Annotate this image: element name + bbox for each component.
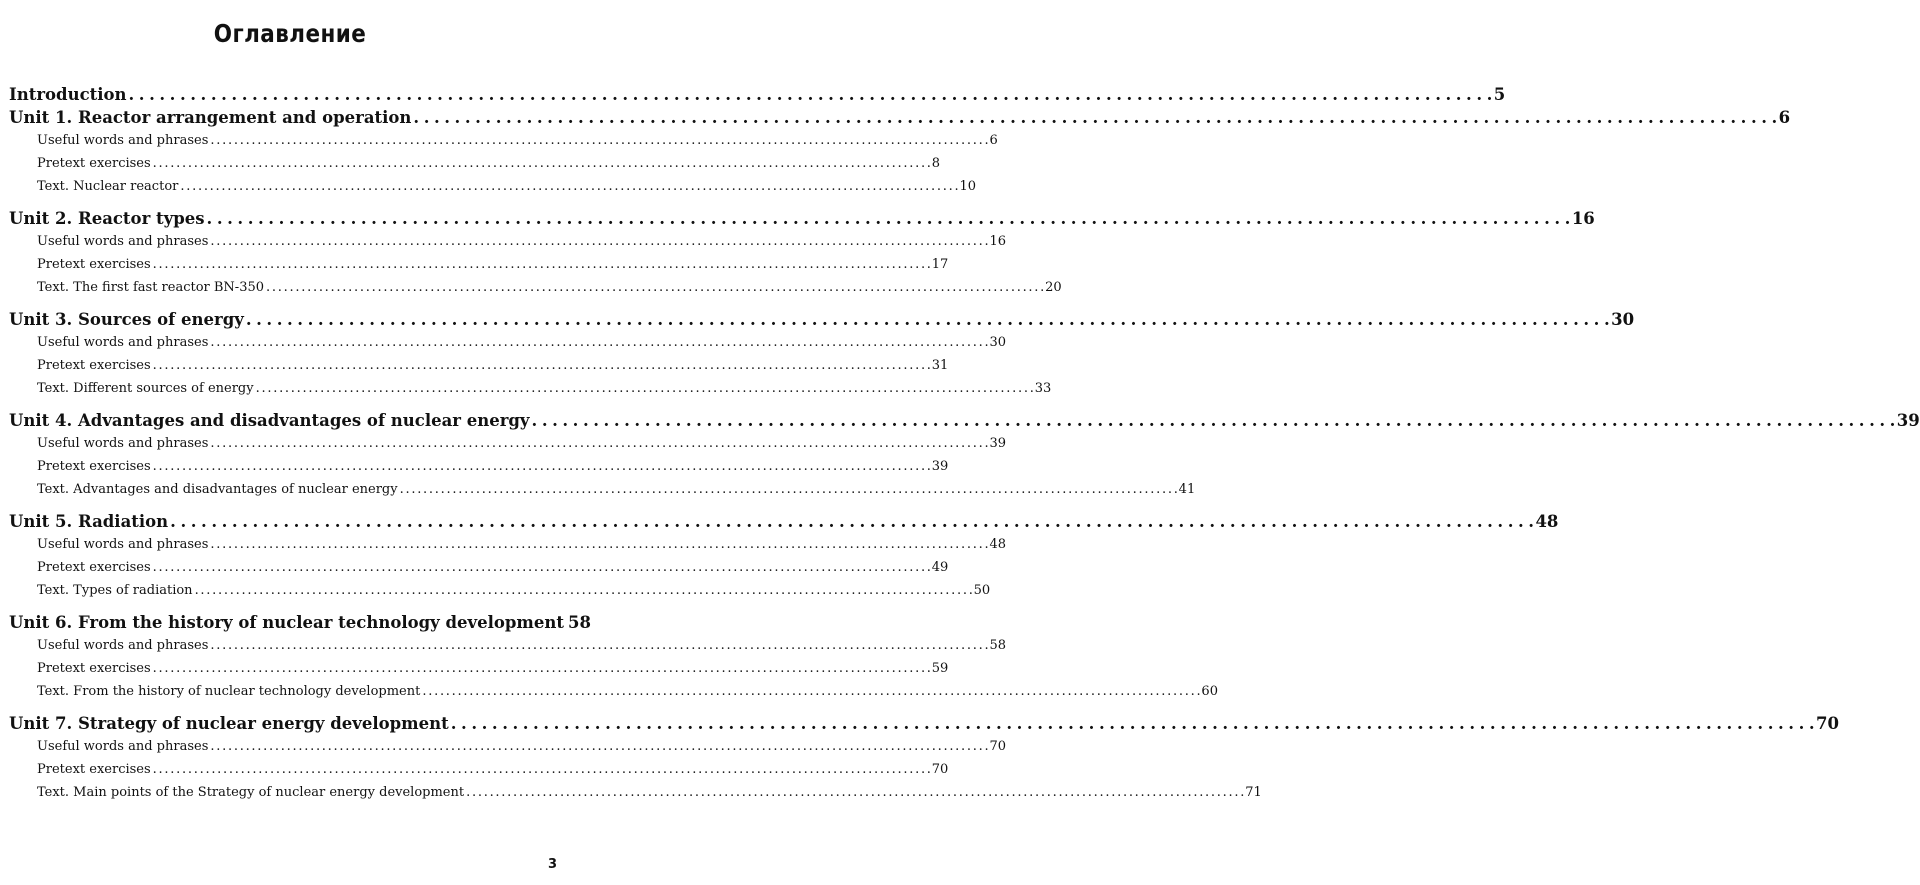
toc-entry-page-number: 30 bbox=[989, 335, 1006, 350]
toc-entry-label: Text. Different sources of energy bbox=[37, 381, 254, 396]
toc-entry-page-number: 49 bbox=[931, 560, 949, 575]
dot-leader bbox=[266, 276, 1043, 299]
dot-leader bbox=[153, 152, 930, 175]
dot-leader bbox=[210, 533, 987, 556]
toc-entry-label: Useful words and phrases bbox=[37, 335, 209, 350]
toc-entry-label: Unit 5. Radiation bbox=[9, 512, 169, 531]
dot-leader bbox=[210, 432, 987, 455]
toc-entry-page-number: 70 bbox=[1816, 714, 1839, 733]
toc-entry-subsection[interactable] bbox=[9, 556, 949, 579]
toc-entry-label: Unit 3. Sources of energy bbox=[9, 310, 244, 329]
toc-entry-subsection[interactable] bbox=[9, 455, 949, 478]
toc-entry-label: Unit 6. From the history of nuclear technology development bbox=[9, 613, 564, 632]
toc-entry-page-number: 8 bbox=[931, 156, 941, 171]
toc-entry-label: Text. Main points of the Strategy of nuclear energy development bbox=[37, 785, 465, 800]
toc-entry-label: Pretext exercises bbox=[37, 459, 151, 474]
toc-entry-page-number: 70 bbox=[931, 762, 949, 777]
toc-entry-page-number: 71 bbox=[1245, 785, 1262, 800]
toc-units bbox=[9, 106, 1920, 804]
toc-entry-introduction[interactable] bbox=[9, 83, 1506, 106]
toc-entry-page-number: 16 bbox=[1571, 209, 1595, 228]
toc-entry-label: Introduction bbox=[9, 85, 127, 104]
toc-entry-page-number: 39 bbox=[931, 459, 949, 474]
dot-leader bbox=[256, 377, 1033, 400]
toc-entry-subsection[interactable] bbox=[9, 758, 949, 781]
toc-entry-label: Text. The first fast reactor BN-350 bbox=[37, 280, 265, 295]
page-title: Оглавление bbox=[213, 18, 367, 48]
toc-entry-unit-3[interactable] bbox=[9, 308, 1635, 331]
toc-entry-subsection[interactable] bbox=[9, 478, 1196, 501]
toc-entry-page-number: 20 bbox=[1045, 280, 1062, 295]
dot-leader bbox=[451, 712, 1814, 735]
toc-entry-page-number: 59 bbox=[931, 661, 949, 676]
toc-entry-page-number: 39 bbox=[989, 436, 1006, 451]
toc-section-introduction bbox=[9, 83, 1506, 106]
toc-entry-subsection[interactable] bbox=[9, 579, 991, 602]
dot-leader bbox=[210, 331, 987, 354]
toc-entry-subsection[interactable] bbox=[9, 253, 949, 276]
toc-entry-label: Useful words and phrases bbox=[37, 436, 209, 451]
dot-leader bbox=[210, 735, 987, 758]
toc-entry-unit-2[interactable] bbox=[9, 207, 1595, 230]
table-of-contents bbox=[9, 83, 1920, 804]
toc-entry-subsection[interactable] bbox=[9, 533, 1006, 556]
dot-leader bbox=[129, 83, 1492, 106]
toc-section-unit-1 bbox=[9, 106, 1791, 198]
toc-entry-label: Pretext exercises bbox=[37, 661, 151, 676]
toc-entry-unit-4[interactable] bbox=[9, 409, 1920, 432]
toc-entry-unit-7[interactable] bbox=[9, 712, 1839, 735]
toc-entry-label: Text. Nuclear reactor bbox=[37, 179, 179, 194]
toc-entry-page-number: 30 bbox=[1611, 310, 1635, 329]
toc-section-unit-6 bbox=[9, 611, 1218, 703]
toc-section-unit-4 bbox=[9, 409, 1920, 501]
toc-entry-label: Useful words and phrases bbox=[37, 234, 209, 249]
toc-entry-unit-5[interactable] bbox=[9, 510, 1559, 533]
toc-entry-label: Pretext exercises bbox=[37, 762, 151, 777]
toc-entry-label: Pretext exercises bbox=[37, 257, 151, 272]
toc-entry-label: Pretext exercises bbox=[37, 156, 151, 171]
toc-entry-page-number: 58 bbox=[989, 638, 1006, 653]
toc-section-unit-5 bbox=[9, 510, 1559, 602]
toc-entry-label: Text. Advantages and disadvantages of nuclear energy bbox=[37, 482, 398, 497]
toc-entry-label: Unit 2. Reactor types bbox=[9, 209, 205, 228]
toc-entry-page-number: 6 bbox=[1778, 108, 1791, 127]
toc-entry-label: Pretext exercises bbox=[37, 560, 151, 575]
toc-entry-page-number: 31 bbox=[931, 358, 949, 373]
dot-leader bbox=[153, 758, 930, 781]
dot-leader bbox=[153, 253, 930, 276]
toc-entry-label: Useful words and phrases bbox=[37, 133, 209, 148]
toc-entry-subsection[interactable] bbox=[9, 152, 941, 175]
toc-entry-page-number: 48 bbox=[989, 537, 1006, 552]
toc-entry-label: Unit 1. Reactor arrangement and operation bbox=[9, 108, 412, 127]
toc-entry-label: Useful words and phrases bbox=[37, 537, 209, 552]
toc-entry-page-number: 58 bbox=[567, 613, 591, 632]
toc-entry-page-number: 6 bbox=[989, 133, 998, 148]
toc-entry-label: Unit 4. Advantages and disadvantages of nuclear energy bbox=[9, 411, 530, 430]
toc-entry-subsection[interactable] bbox=[9, 781, 1262, 804]
page-number-folio: 3 bbox=[548, 857, 558, 872]
toc-entry-page-number: 48 bbox=[1535, 512, 1559, 531]
dot-leader bbox=[532, 409, 1895, 432]
toc-entry-label: Unit 7. Strategy of nuclear energy development bbox=[9, 714, 449, 733]
dot-leader bbox=[207, 207, 1570, 230]
dot-leader bbox=[153, 556, 930, 579]
toc-entry-page-number: 10 bbox=[959, 179, 976, 194]
dot-leader bbox=[210, 129, 987, 152]
toc-entry-subsection[interactable] bbox=[9, 432, 1006, 455]
dot-leader bbox=[195, 579, 972, 602]
toc-entry-page-number: 50 bbox=[973, 583, 991, 598]
toc-entry-subsection[interactable] bbox=[9, 129, 998, 152]
toc-section-unit-2 bbox=[9, 207, 1595, 299]
toc-entry-label: Text. From the history of nuclear technology development bbox=[37, 684, 421, 699]
dot-leader bbox=[180, 175, 957, 198]
toc-entry-subsection[interactable] bbox=[9, 230, 1006, 253]
toc-entry-unit-6[interactable] bbox=[9, 611, 591, 634]
toc-entry-page-number: 33 bbox=[1034, 381, 1052, 396]
toc-entry-page-number: 60 bbox=[1201, 684, 1218, 699]
dot-leader bbox=[153, 354, 930, 377]
toc-entry-subsection[interactable] bbox=[9, 735, 1006, 758]
dot-leader bbox=[400, 478, 1177, 501]
toc-entry-subsection[interactable] bbox=[9, 276, 1062, 299]
toc-section-unit-3 bbox=[9, 308, 1635, 400]
toc-entry-subsection[interactable] bbox=[9, 377, 1052, 400]
toc-entry-page-number: 5 bbox=[1493, 85, 1506, 104]
dot-leader bbox=[153, 657, 930, 680]
toc-entry-label: Pretext exercises bbox=[37, 358, 151, 373]
dot-leader bbox=[153, 455, 930, 478]
toc-entry-subsection[interactable] bbox=[9, 657, 949, 680]
toc-entry-page-number: 16 bbox=[989, 234, 1006, 249]
toc-entry-page-number: 39 bbox=[1896, 411, 1920, 430]
toc-entry-page-number: 70 bbox=[989, 739, 1006, 754]
toc-entry-subsection[interactable] bbox=[9, 680, 1218, 703]
dot-leader bbox=[210, 634, 987, 657]
toc-section-unit-7 bbox=[9, 712, 1839, 804]
toc-entry-unit-1[interactable] bbox=[9, 106, 1791, 129]
toc-entry-subsection[interactable] bbox=[9, 175, 976, 198]
dot-leader bbox=[210, 230, 987, 253]
toc-entry-subsection[interactable] bbox=[9, 354, 949, 377]
dot-leader bbox=[466, 781, 1243, 804]
toc-entry-label: Useful words and phrases bbox=[37, 739, 209, 754]
dot-leader bbox=[413, 106, 1776, 129]
dot-leader bbox=[422, 680, 1199, 703]
toc-entry-subsection[interactable] bbox=[9, 634, 1006, 657]
dot-leader bbox=[246, 308, 1609, 331]
toc-entry-page-number: 41 bbox=[1178, 482, 1196, 497]
toc-entry-label: Text. Types of radiation bbox=[37, 583, 193, 598]
toc-entry-subsection[interactable] bbox=[9, 331, 1006, 354]
toc-entry-page-number: 17 bbox=[931, 257, 949, 272]
toc-entry-label: Useful words and phrases bbox=[37, 638, 209, 653]
dot-leader bbox=[170, 510, 1533, 533]
